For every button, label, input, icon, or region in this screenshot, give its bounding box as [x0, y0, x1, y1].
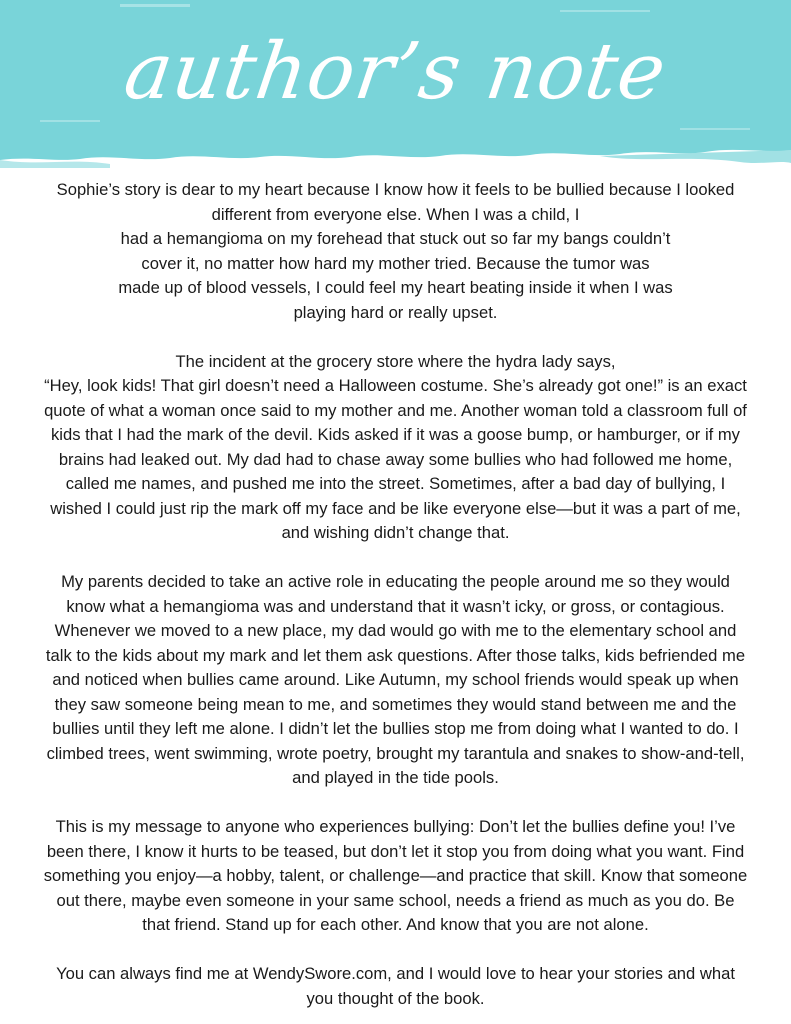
text-line: This is my message to anyone who experiences bullying: Don’t let the bullies define you! I’ve [55, 817, 736, 836]
text-line: and played in the tide pools. [292, 768, 499, 787]
text-line: talk to the kids about my mark and let them ask questions. After those talks, kids befriended me [45, 645, 746, 665]
author-note-body [8, 178, 783, 1011]
text-line: out there, maybe even someone in your same school, needs a friend as much as you do. Be [56, 890, 735, 910]
text-line: kids that I had the mark of the devil. Kids asked if it was a goose bump, or hamburger, or if my [51, 425, 740, 444]
text-line: and noticed when bullies came around. Like Autumn, my school friends would speak up when [52, 670, 739, 689]
paragraph [8, 815, 783, 938]
text-line: playing hard or really upset. [293, 302, 498, 322]
text-line: they saw someone being mean to me, and sometimes they would stand between me and the [54, 694, 737, 714]
text-line: climbed trees, went swimming, wrote poetry, brought my tarantula and snakes to show-and-tell, [46, 743, 745, 763]
text-line: made up of blood vessels, I could feel my heart beating inside it when I was [118, 278, 673, 297]
text-line: “Hey, look kids! That girl doesn’t need a Halloween costume. She’s already got one!” is an exact [44, 376, 747, 395]
text-line: been there, I know it hurts to be teased, but don’t let it stop you from doing what you want. Find [46, 841, 745, 861]
paragraph [8, 962, 783, 1011]
header-banner [0, 0, 791, 168]
text-line: had a hemangioma on my forehead that stuck out so far my bangs couldn’t [120, 229, 671, 248]
text-line: called me names, and pushed me into the street. Sometimes, after a bad day of bullying, I [65, 474, 726, 493]
paragraph [8, 570, 783, 791]
text-line: you thought of the book. [306, 988, 485, 1008]
text-line: quote of what a woman once said to my mother and me. Another woman told a classroom full of [44, 400, 747, 420]
page-title: author’s note [119, 27, 672, 117]
text-line: something you enjoy—a hobby, talent, or challenge—and practice that skill. Know that someone [43, 866, 748, 885]
text-line: that friend. Stand up for each other. And know that you are not alone. [142, 915, 649, 934]
text-line: and wishing didn’t change that. [281, 523, 510, 542]
text-line: brains had leaked out. My dad had to chase away some bullies who had followed me home, [58, 449, 733, 469]
text-line: Sophie’s story is dear to my heart because I know how it feels to be bullied because I looked [56, 180, 735, 199]
paragraph [8, 350, 783, 546]
paragraph [8, 178, 783, 325]
text-line: bullies until they left me alone. I didn’t let the bullies stop me from doing what I wanted to do. I [52, 719, 739, 738]
text-line: The incident at the grocery store where the hydra lady says, [175, 351, 616, 371]
text-line: cover it, no matter how hard my mother tried. Because the tumor was [141, 253, 650, 273]
text-line: wished I could just rip the mark off my face and be like everyone else—but it was a part of me, [50, 498, 741, 518]
text-line: different from everyone else. When I was a child, I [211, 204, 580, 224]
text-line: Whenever we moved to a new place, my dad would go with me to the elementary school and [54, 621, 737, 640]
text-line: You can always find me at WendySwore.com, and I would love to hear your stories and what [56, 964, 735, 983]
text-line: My parents decided to take an active role in educating the people around me so they would [61, 572, 730, 591]
text-line: know what a hemangioma was and understand that it wasn’t icky, or gross, or contagious. [66, 596, 725, 616]
